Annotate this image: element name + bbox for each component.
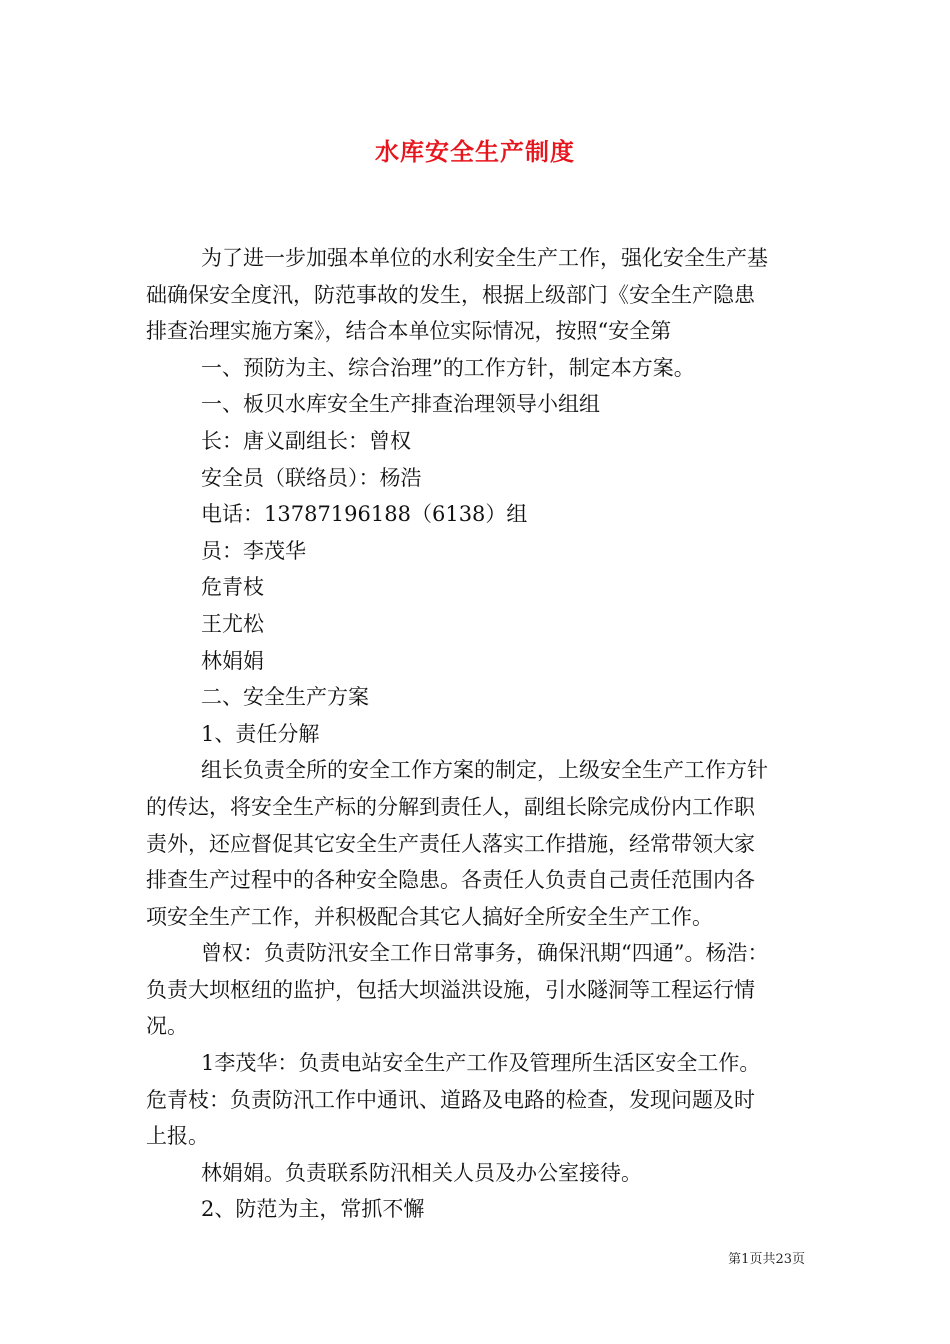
body-line: 1李茂华：负责电站安全生产工作及管理所生活区安全工作。: [201, 1051, 761, 1076]
body-line: 员：李茂华: [201, 538, 306, 563]
body-line: 林娟娟。负责联系防汛相关人员及办公室接待。: [201, 1160, 642, 1185]
body-line: 危青枝：负责防汛工作中通讯、道路及电路的检查，发现问题及时: [146, 1087, 755, 1112]
body-line: 长：唐义副组长：曾权: [201, 428, 411, 453]
page-title: 水库安全生产制度: [375, 137, 575, 166]
body-line: 况。: [146, 1014, 188, 1039]
body-line: 危青枝: [201, 575, 264, 600]
body-line: 上报。: [146, 1124, 209, 1149]
body-line: 项安全生产工作，并积极配合其它人搞好全所安全生产工作。: [146, 904, 713, 929]
document-body: [146, 240, 810, 1228]
section-heading: 二、安全生产方案: [201, 685, 369, 710]
body-line: 排查治理实施方案》，结合本单位实际情况，按照“安全第: [146, 319, 672, 344]
body-line: 曾权：负责防汛安全工作日常事务，确保汛期“四通”。杨浩：: [201, 941, 769, 966]
body-line: 础确保安全度汛，防范事故的发生，根据上级部门《安全生产隐患: [146, 282, 755, 307]
body-line: 排查生产过程中的各种安全隐患。各责任人负责自己责任范围内各: [146, 868, 755, 893]
subsection-heading: 2、防范为主，常抓不懈: [201, 1197, 425, 1222]
body-line: 一、预防为主、综合治理”的工作方针，制定本方案。: [201, 355, 695, 380]
body-line: 为了进一步加强本单位的水利安全生产工作，强化安全生产基: [201, 246, 768, 270]
body-line: 负责大坝枢纽的监护，包括大坝溢洪设施，引水隧洞等工程运行情: [146, 977, 755, 1002]
body-line: 的传达，将安全生产标的分解到责任人，副组长除完成份内工作职: [146, 794, 755, 819]
body-line: 安全员（联络员）：杨浩: [201, 465, 422, 490]
body-line: 组长负责全所的安全工作方案的制定，上级安全生产工作方针: [201, 758, 768, 783]
section-heading: 一、板贝水库安全生产排查治理领导小组组: [201, 392, 600, 417]
body-line: 王尤松: [201, 611, 264, 636]
page-number: 第1页共23页: [728, 1252, 805, 1267]
body-line: 电话：13787196188（6138）组: [201, 502, 528, 527]
body-line: 责外，还应督促其它安全生产责任人落实工作措施，经常带领大家: [146, 831, 755, 856]
body-line: 林娟娟: [201, 648, 264, 673]
subsection-heading: 1、责任分解: [201, 721, 320, 746]
